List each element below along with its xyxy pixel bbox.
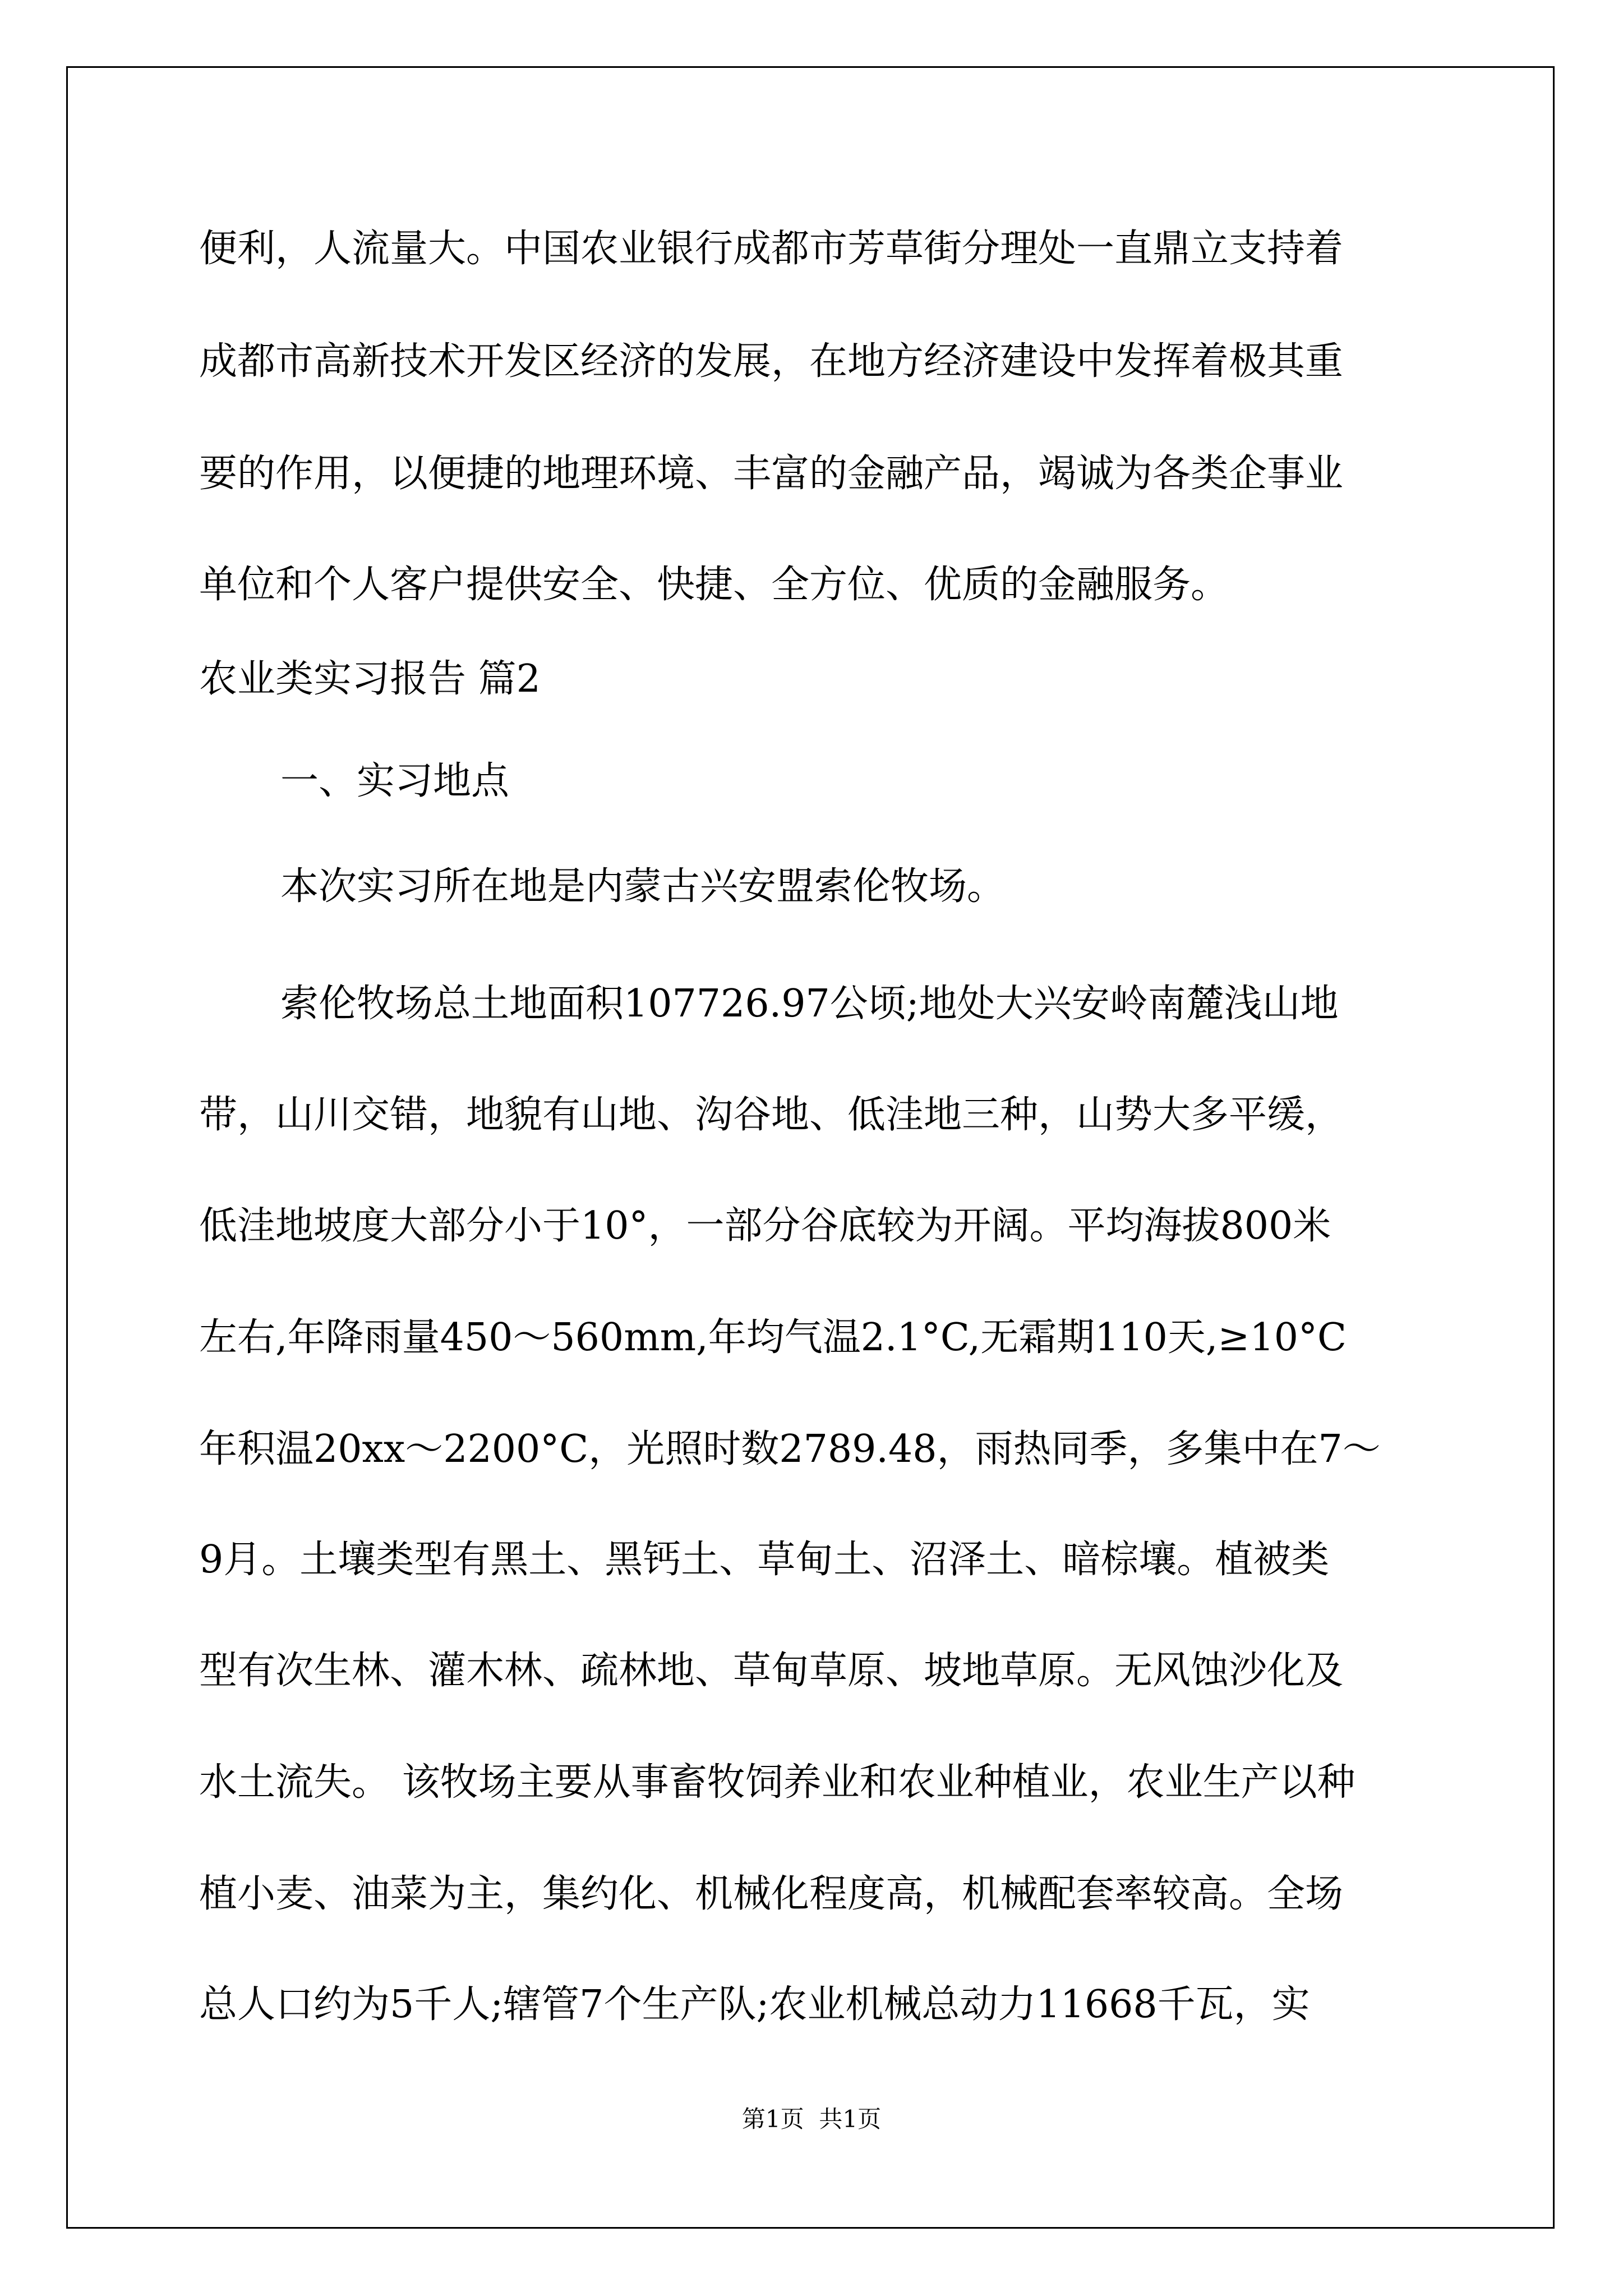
paragraph-line: 9月。土壤类型有黑土、黑钙土、草甸土、沼泽土、暗棕壤。植被类 xyxy=(199,1538,1330,1582)
paragraph-line: 年积温20xx～2200°C，光照时数2789.48，雨热同季，多集中在7～ xyxy=(199,1427,1381,1471)
paragraph-line: 单位和个人客户提供安全、快捷、全方位、优质的金融服务。 xyxy=(199,563,1229,607)
paragraph-line: 水土流失。 该牧场主要从事畜牧饲养业和农业种植业，农业生产以种 xyxy=(199,1760,1355,1805)
paragraph-line: 总人口约为5千人;辖管7个生产队;农业机械总动力11668千瓦，实 xyxy=(199,1982,1310,2027)
paragraph-line: 索伦牧场总土地面积107726.97公顷;地处大兴安岭南麓浅山地 xyxy=(280,982,1339,1026)
paragraph-line: 本次实习所在地是内蒙古兴安盟索伦牧场。 xyxy=(280,864,1006,909)
paragraph-line: 带，山川交错，地貌有山地、沟谷地、低洼地三种，山势大多平缓， xyxy=(199,1093,1344,1137)
subsection-heading: 一、实习地点 xyxy=(280,759,510,803)
paragraph-line: 低洼地坡度大部分小于10°，一部分谷底较为开阔。平均海拔800米 xyxy=(199,1204,1331,1248)
paragraph-line: 植小麦、油菜为主，集约化、机械化程度高，机械配套率较高。全场 xyxy=(199,1872,1344,1916)
paragraph-line: 便利，人流量大。中国农业银行成都市芳草街分理处一直鼎立支持着 xyxy=(199,227,1344,271)
paragraph-line: 要的作用，以便捷的地理环境、丰富的金融产品，竭诚为各类企事业 xyxy=(199,452,1344,496)
paragraph-line: 型有次生林、灌木林、疏林地、草甸草原、坡地草原。无风蚀沙化及 xyxy=(199,1649,1344,1693)
section-heading: 农业类实习报告 篇2 xyxy=(199,657,541,701)
page-footer: 第1页 共1页 xyxy=(741,2105,882,2133)
paragraph-line: 成都市高新技术开发区经济的发展，在地方经济建设中发挥着极其重 xyxy=(199,339,1344,384)
paragraph-line: 左右,年降雨量450～560mm,年均气温2.1°C,无霜期110天,≥10°C xyxy=(199,1315,1347,1360)
